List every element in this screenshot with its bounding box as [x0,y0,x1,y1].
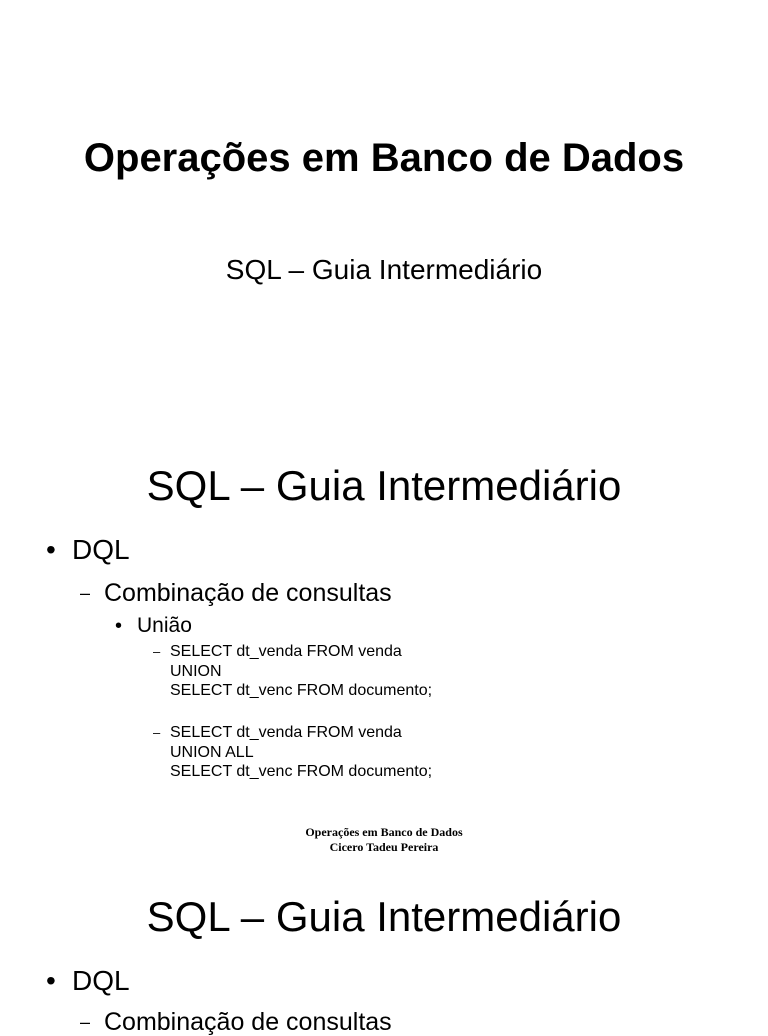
slide3-level2-text: Combinação de consultas [104,1008,392,1036]
slide2-title: SQL – Guia Intermediário [146,462,622,509]
slide2-level2-text: Combinação de consultas [104,579,392,607]
slide2-level3-text: União [137,614,192,637]
slide3-title: SQL – Guia Intermediário [146,893,622,940]
query1-line: SELECT dt_venc FROM documento; [170,682,433,699]
footer-course: Operações em Banco de Dados [305,825,463,839]
query1-line: UNION [170,662,222,680]
query1-bullet: – [153,644,161,659]
slide2-level1-bullet: • [46,534,56,565]
slide2-level3-bullet: • [115,615,123,637]
query2-line: UNION ALL [170,743,254,761]
query2-line: SELECT dt_venc FROM documento; [170,763,433,780]
query1-code [170,642,432,701]
slide1-subtitle: SQL – Guia Intermediário [225,254,543,285]
slide3-level1-bullet: • [46,965,56,996]
slide2-level1-text: DQL [72,534,130,565]
query2-bullet: – [153,725,161,740]
slide2-level2-bullet: – [80,583,91,603]
query2-line: SELECT dt_venda FROM venda [170,724,402,741]
slide3-level1-text: DQL [72,965,130,996]
footer-author: Cicero Tadeu Pereira [329,840,439,854]
query1-line: SELECT dt_venda FROM venda [170,643,402,660]
slide2-footer [0,825,768,855]
query2-code [170,723,432,782]
slide3-level2-bullet: – [80,1012,91,1032]
slide1-title: Operações em Banco de Dados [83,136,685,180]
